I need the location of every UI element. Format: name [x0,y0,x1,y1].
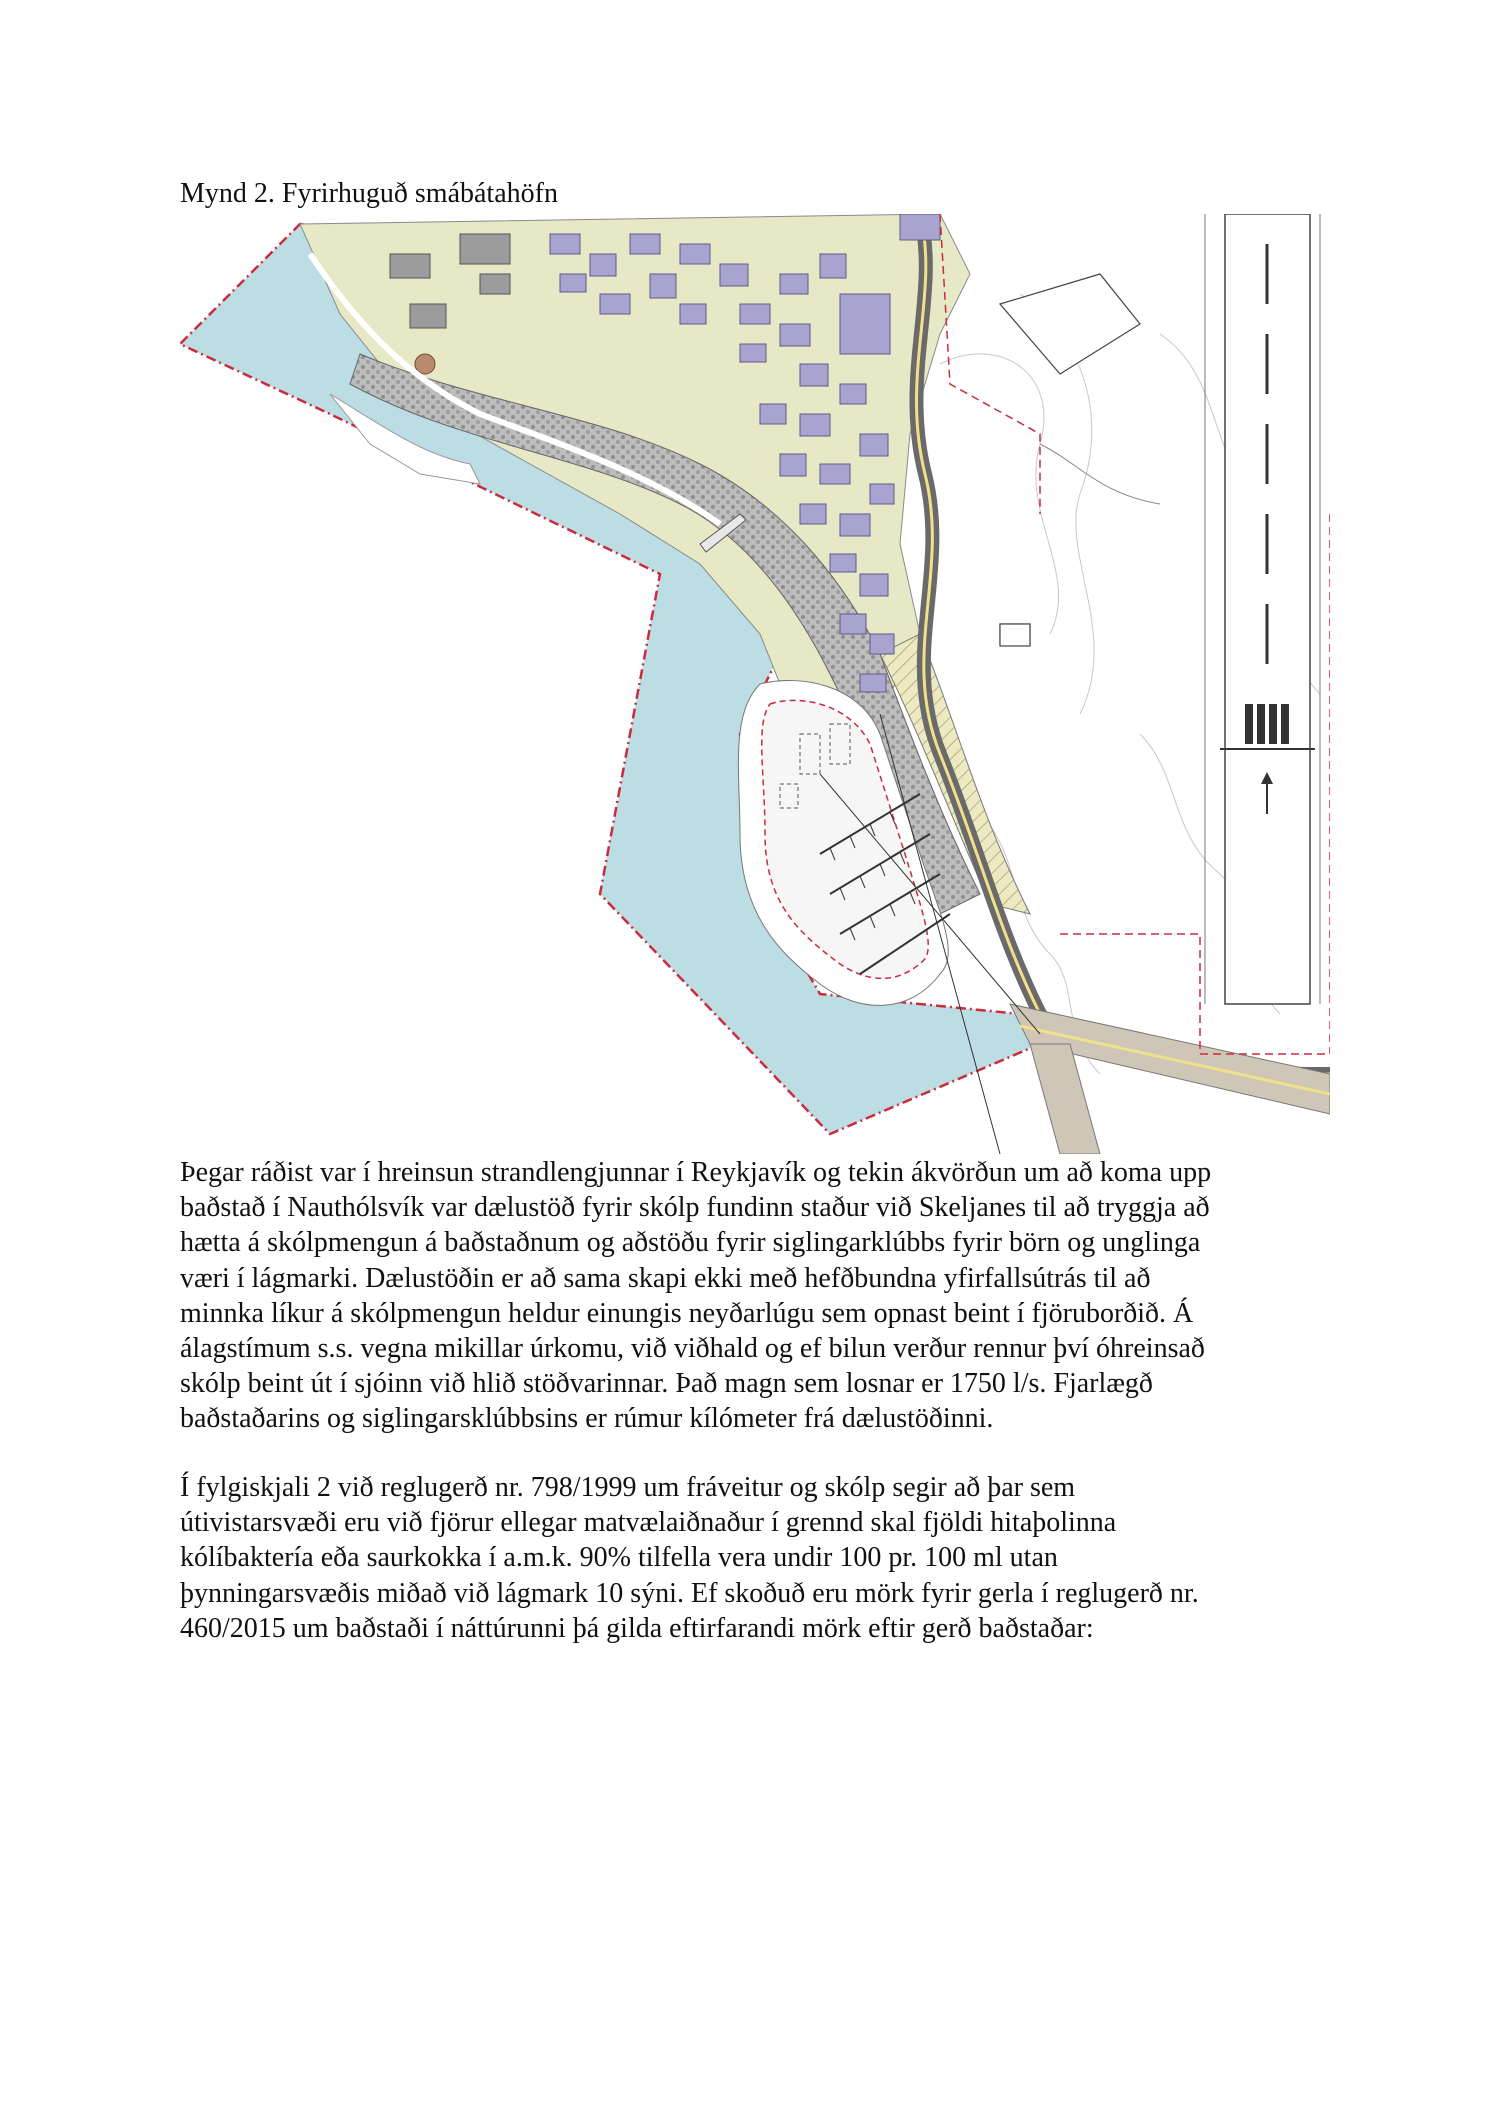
pumping-station-marker [415,354,435,374]
text-line: útivistarsvæði eru við fjörur ellegar matvælaiðnaður í grennd skal fjöldi hitaþolinna [180,1507,1117,1539]
text-line: minnka líkur á skólpmengun heldur einungis neyðarlúgu sem opnast beint í fjöruborðið. Á [180,1297,1194,1329]
text-line: baðstaðarins og siglingarsklúbbsins er rúmur kílómeter frá dælustöðinni. [180,1403,994,1435]
paragraph-1 [180,1155,1330,1437]
east-kiosk [1000,624,1030,646]
text-line: baðstað í Nauthólsvík var dælustöð fyrir skólp fundinn staður við Skeljanes til að tryggja að [180,1192,1210,1224]
text-line: Þegar ráðist var í hreinsun strandlengjunnar í Reykjavík og tekin ákvörðun um að koma upp [180,1157,1212,1188]
paragraph-2 [180,1470,1330,1646]
text-line: Í fylgiskjali 2 við reglugerð nr. 798/1999 um fráveitur og skólp segir að þar sem [180,1472,1076,1503]
road-junction [1010,1004,1330,1154]
text-line: 460/2015 um baðstaði í náttúrunni þá gilda eftirfarandi mörk eftir gerð baðstaðar: [180,1612,1094,1644]
text-line: þynningarsvæðis miðað við lágmark 10 sýni. Ef skoðuð eru mörk fyrir gerla í reglugerð nr. [180,1577,1199,1609]
text-line: álagstímum s.s. vegna mikillar úrkomu, við viðhald og ef bilun verður rennur því óhreinsað [180,1333,1205,1365]
harbour-plan-figure [180,214,1330,1154]
runway [1220,214,1315,1004]
east-structures [1000,274,1140,644]
harbour-plan-drawing [180,214,1330,1154]
text-line: kólíbaktería eða saurkokka í a.m.k. 90% tilfella vera undir 100 pr. 100 ml utan [180,1542,1058,1574]
text-line: væri í lágmarki. Dælustöðin er að sama skapi ekki með hefðbundna yfirfallsútrás til að [180,1262,1151,1294]
text-line: hætta á skólpmengun á baðstaðnum og aðstöðu fyrir siglingarklúbbs fyrir börn og unglinga [180,1227,1201,1259]
east-path [1040,444,1160,504]
text-line: skólp beint út í sjóinn við hlið stöðvarinnar. Það magn sem losnar er 1750 l/s. Fjarlægð [180,1368,1153,1400]
figure-caption: Mynd 2. Fyrirhuguð smábátahöfn [180,178,558,209]
